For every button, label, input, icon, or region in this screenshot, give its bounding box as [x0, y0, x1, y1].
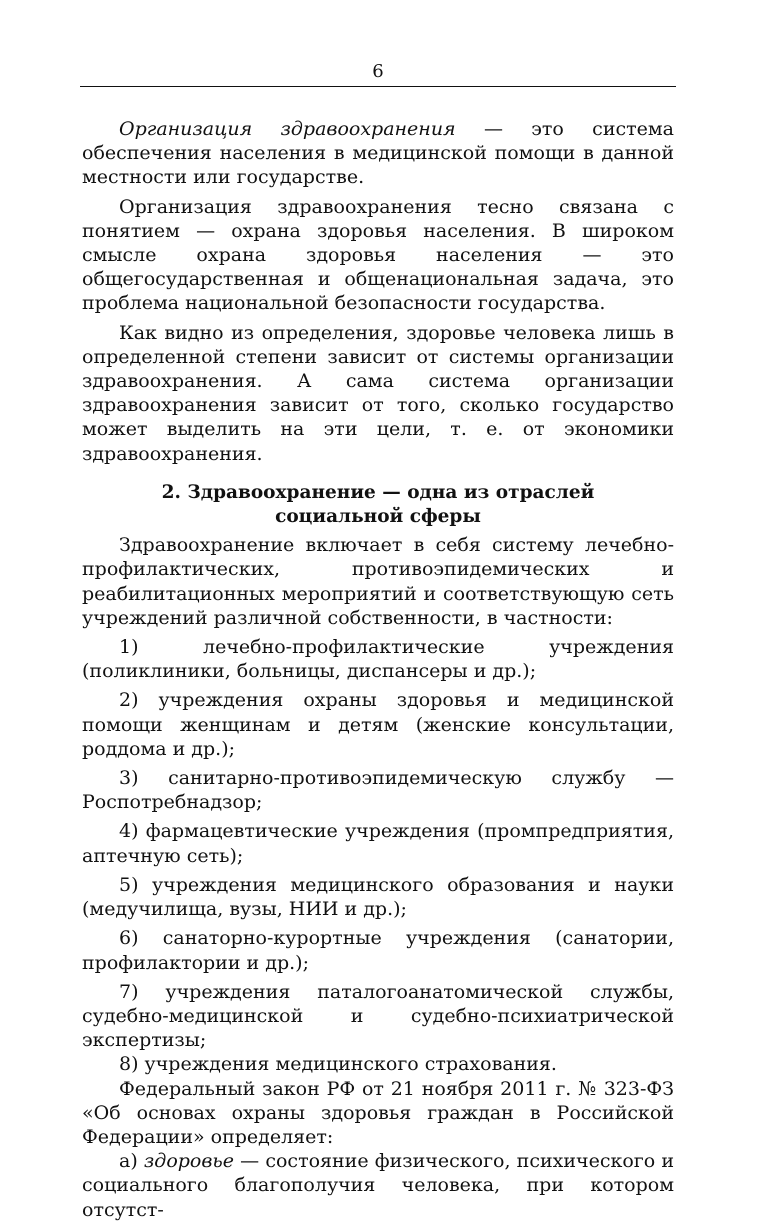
definition-prefix: а) [119, 1150, 144, 1173]
paragraph-federal-law: Федеральный закон РФ от 21 ноября 2011 г. № 323-ФЗ «Об основах охраны здоровья граждан в Российской Федерации» определяет: [82, 1077, 674, 1148]
section-heading: 2. Здравоохранение — одна из отраслей социальной сферы [161, 481, 595, 528]
list-item: 7) учреждения паталогоанатомической службы, судебно-медицинской и судебно-психиатрической экспертизы; [82, 980, 674, 1052]
list-item: 2) учреждения охраны здоровья и медицинской помощи женщинам и детям (женские консультации, роддома и др.); [82, 689, 674, 760]
paragraph-definition-health [82, 1149, 674, 1222]
list-item: 1) лечебно-профилактические учреждения (поликлиники, больницы, диспансеры и др.); [82, 636, 674, 683]
definition-health-text: — состояние физического, психического и социального благополучия человека, при котором отсутст- [82, 1150, 675, 1221]
term-organization: Организация здравоохранения [119, 118, 456, 140]
paragraph-section-intro: Здравоохранение включает в себя систему лечебно-профилактических, противоэпидемических и реабилитационных мероприятий и соответствующую сеть учреждений различной собственности, в частности: [82, 534, 674, 629]
list-item: 6) санаторно-курортные учреждения (санатории, профилактории и др.); [82, 927, 674, 974]
list-item: 4) фармацевтические учреждения (промпредприятия, аптечную сеть); [82, 820, 674, 867]
list-item: 3) санитарно-противоэпидемическую службу — Роспотребнадзор; [82, 767, 674, 814]
term-health: здоровье [143, 1150, 235, 1173]
text-body [82, 117, 674, 1222]
list-item: 5) учреждения медицинского образования и науки (медучилища, вузы, НИИ и др.); [82, 873, 674, 921]
paragraph-definition-organization [82, 117, 674, 190]
header-rule [80, 86, 676, 87]
paragraph-health-protection: Организация здравоохранения тесно связана с понятием — охрана здоровья населения. В широком смысле охрана здоровья населения — это общегосударственная и общенациональная задача, это проблема национальной безопасности государства. [82, 195, 674, 315]
list-item: 8) учреждения медицинского страхования. [119, 1053, 557, 1076]
paragraph-definition-organization-text: — это система обеспечения населения в медицинской помощи в данной местности или государстве. [82, 118, 674, 189]
page-number: 6 [372, 61, 384, 82]
paragraph-economics: Как видно из определения, здоровье человека лишь в определенной степени зависит от системы организации здравоохранения. А сама система организации здравоохранения зависит от того, сколько государство может выделить на эти цели, т. е. от экономики здравоохранения. [82, 321, 674, 465]
